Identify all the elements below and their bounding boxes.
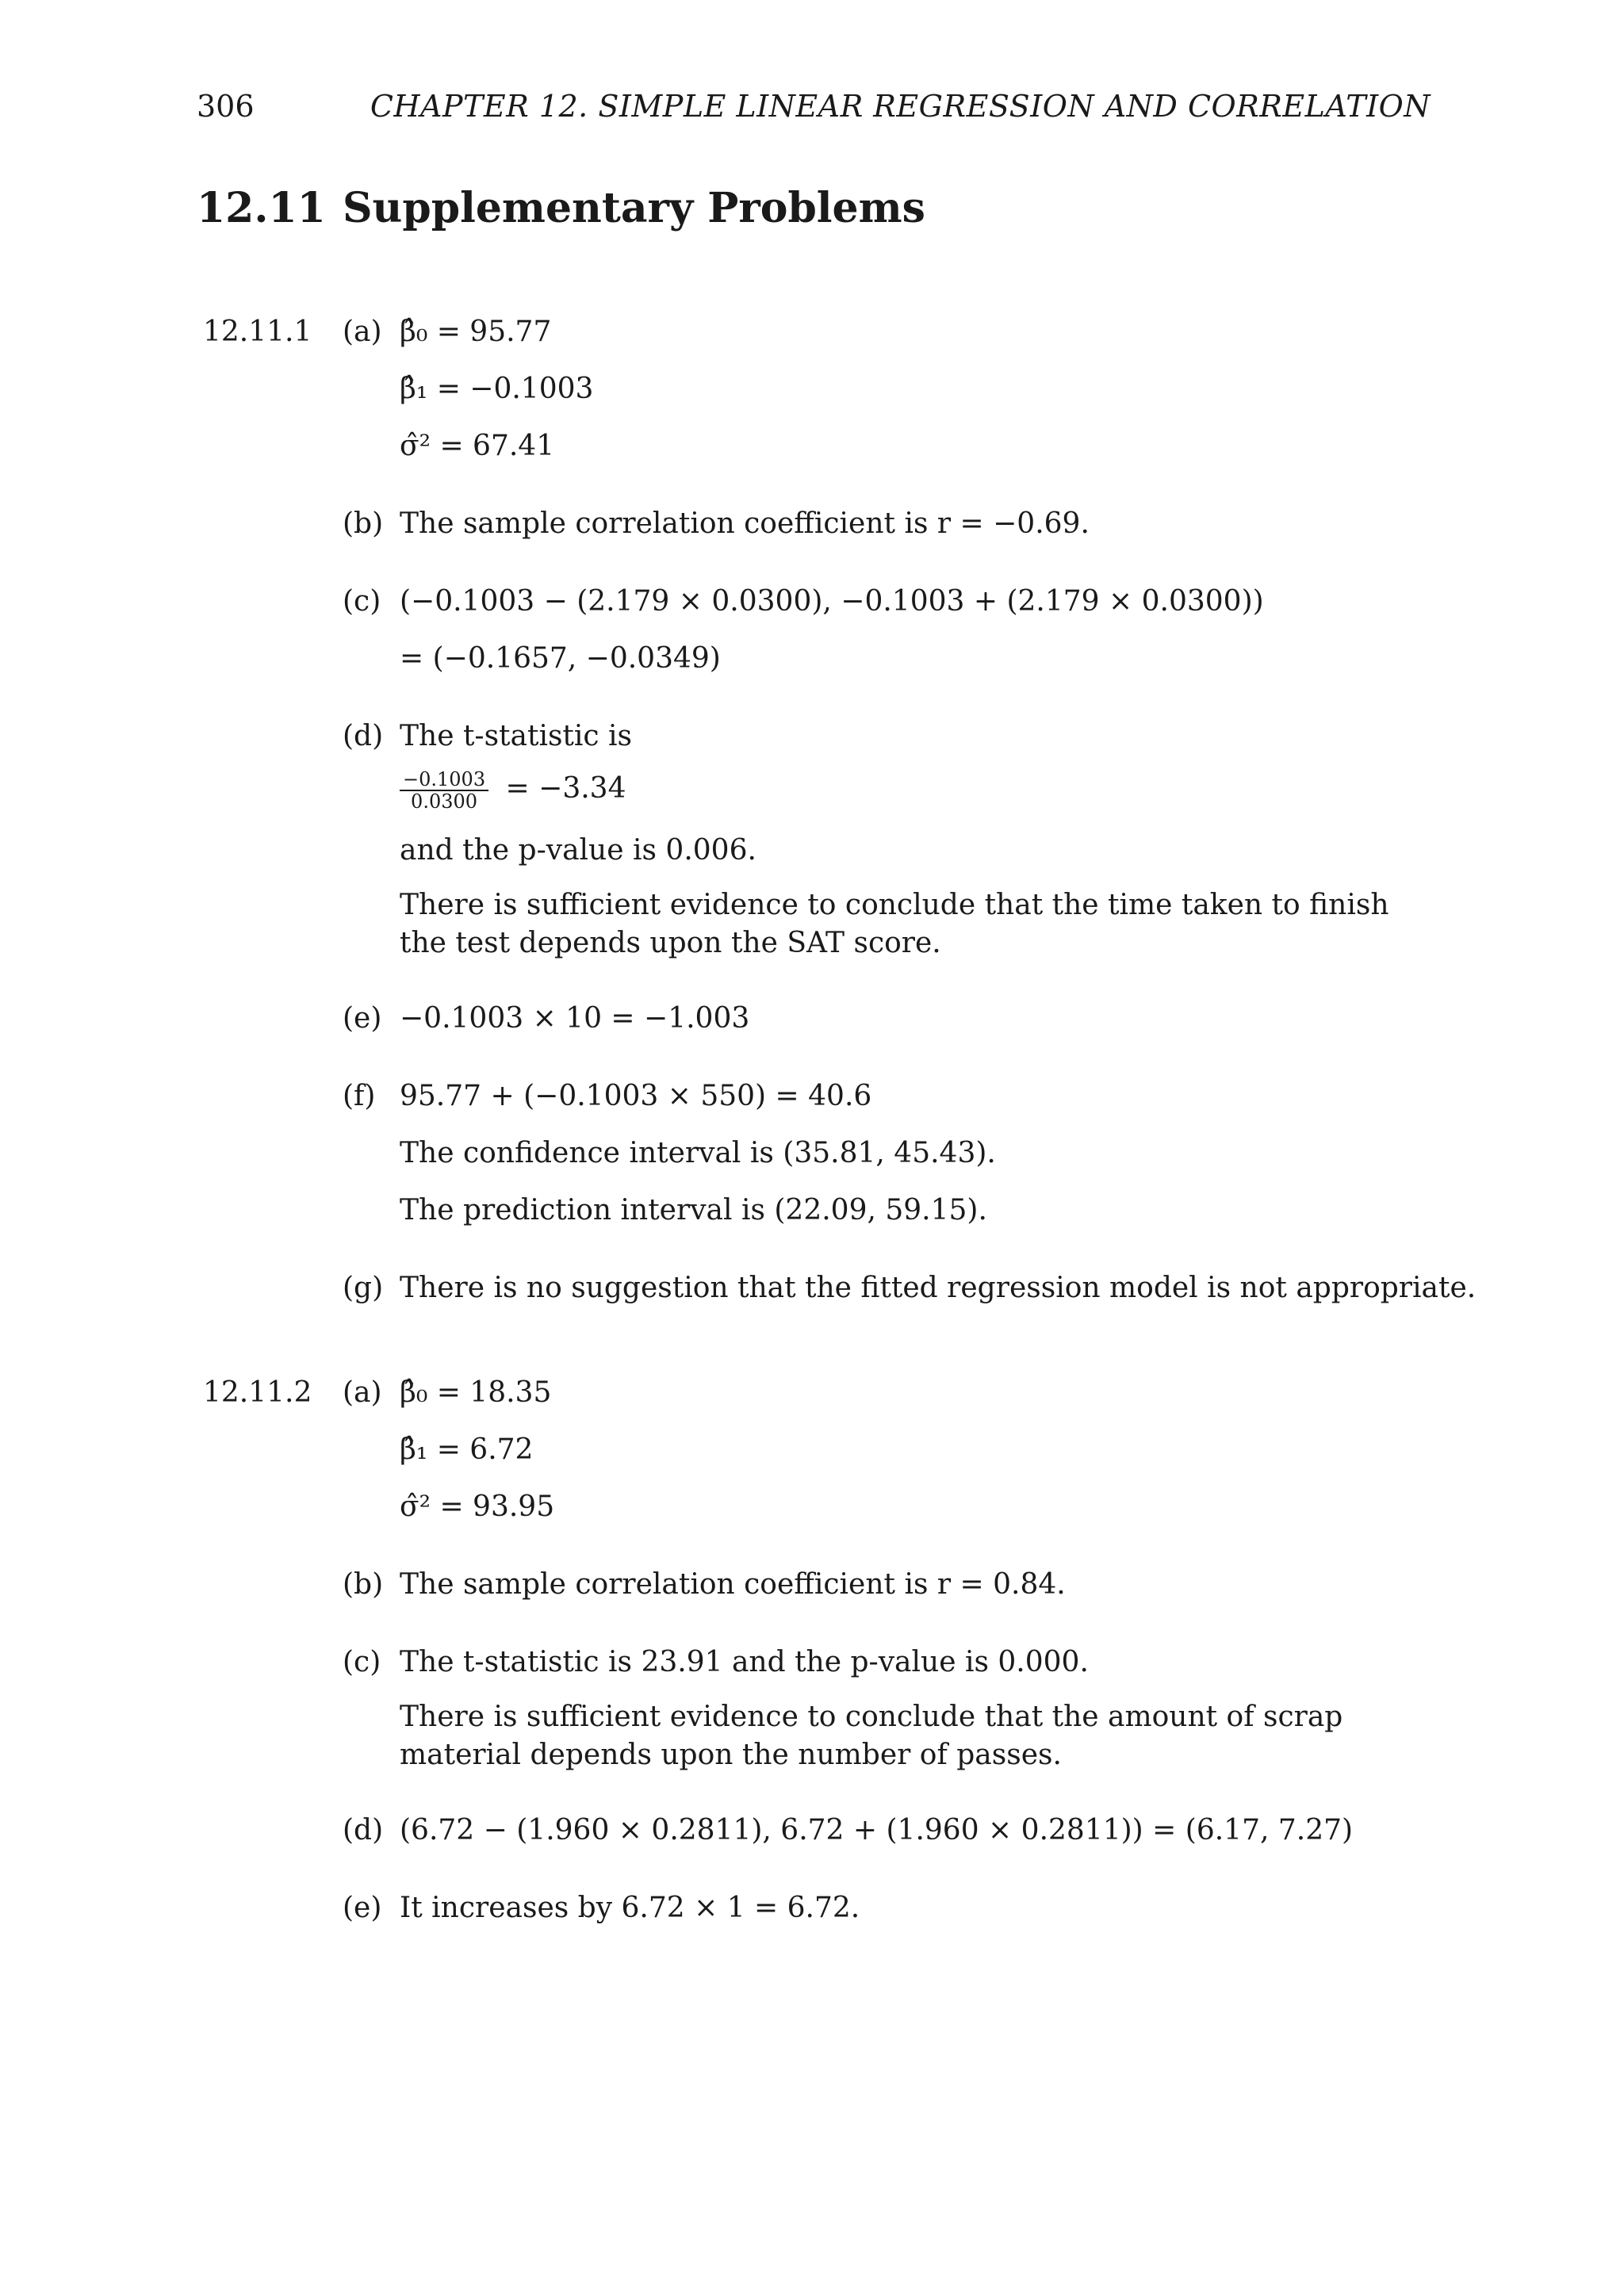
part-label-b: (b) <box>343 1568 384 1601</box>
confidence-interval-text: The confidence interval is (35.81, 45.43). <box>400 1137 996 1169</box>
confidence-interval-result: = (−0.1657, −0.0349) <box>400 642 721 675</box>
correlation-text: The sample correlation coefficient is r = 0.84. <box>400 1568 1066 1601</box>
change-calculation: −0.1003 × 10 = −1.003 <box>400 1002 750 1035</box>
part-label-e: (e) <box>343 1002 382 1035</box>
part-label-a: (a) <box>343 316 382 348</box>
fraction-result: = −3.34 <box>505 772 626 805</box>
beta1-estimate: β̂₁ = 6.72 <box>400 1433 534 1466</box>
section-title: Supplementary Problems <box>343 184 925 232</box>
confidence-interval-expression: (−0.1003 − (2.179 × 0.0300), −0.1003 + (2.179 × 0.0300)) <box>400 585 1264 618</box>
t-statistic-intro: The t-statistic is <box>400 720 633 752</box>
t-statistic-fraction <box>400 769 488 812</box>
model-appropriateness-text: There is no suggestion that the fitted regression model is not appropriate. <box>400 1272 1477 1304</box>
part-label-f: (f) <box>343 1080 376 1112</box>
part-label-e: (e) <box>343 1892 382 1924</box>
part-label-c: (c) <box>343 1646 381 1678</box>
part-label-c: (c) <box>343 585 381 618</box>
fraction-denominator: 0.0300 <box>411 790 478 813</box>
t-statistic-text: The t-statistic is 23.91 and the p-value is 0.000. <box>400 1646 1089 1678</box>
increase-text: It increases by 6.72 × 1 = 6.72. <box>400 1892 860 1924</box>
beta0-estimate: β̂₀ = 95.77 <box>400 316 552 348</box>
page-number: 306 <box>197 89 255 124</box>
sigma2-estimate: σ̂² = 67.41 <box>400 430 555 462</box>
part-label-b: (b) <box>343 507 384 540</box>
correlation-text: The sample correlation coefficient is r = −0.69. <box>400 507 1090 540</box>
part-label-d: (d) <box>343 720 384 752</box>
conclusion-text: There is sufficient evidence to conclude that the amount of scrap material depends upon the number of passes. <box>400 1701 1343 1771</box>
beta1-estimate: β̂₁ = −0.1003 <box>400 373 594 405</box>
sigma2-estimate: σ̂² = 93.95 <box>400 1490 555 1523</box>
prediction-interval-text: The prediction interval is (22.09, 59.15). <box>400 1194 987 1226</box>
section-number: 12.11 <box>197 184 326 232</box>
problem-number: 12.11.2 <box>203 1376 312 1409</box>
p-value-text: and the p-value is 0.006. <box>400 834 756 867</box>
problem-number: 12.11.1 <box>203 316 312 348</box>
confidence-interval-text: (6.72 − (1.960 × 0.2811), 6.72 + (1.960 × 0.2811)) = (6.17, 7.27) <box>400 1814 1354 1846</box>
running-head: CHAPTER 12. SIMPLE LINEAR REGRESSION AND CORRELATION <box>370 89 1431 124</box>
fraction-numerator: −0.1003 <box>400 769 488 791</box>
part-label-g: (g) <box>343 1272 384 1304</box>
part-label-a: (a) <box>343 1376 382 1409</box>
conclusion-text: There is sufficient evidence to conclude that the time taken to finish the test depends upon the SAT score. <box>400 889 1389 959</box>
beta0-estimate: β̂₀ = 18.35 <box>400 1376 552 1409</box>
t-statistic-fraction-line <box>400 769 626 812</box>
fitted-value: 95.77 + (−0.1003 × 550) = 40.6 <box>400 1080 872 1112</box>
part-label-d: (d) <box>343 1814 384 1846</box>
